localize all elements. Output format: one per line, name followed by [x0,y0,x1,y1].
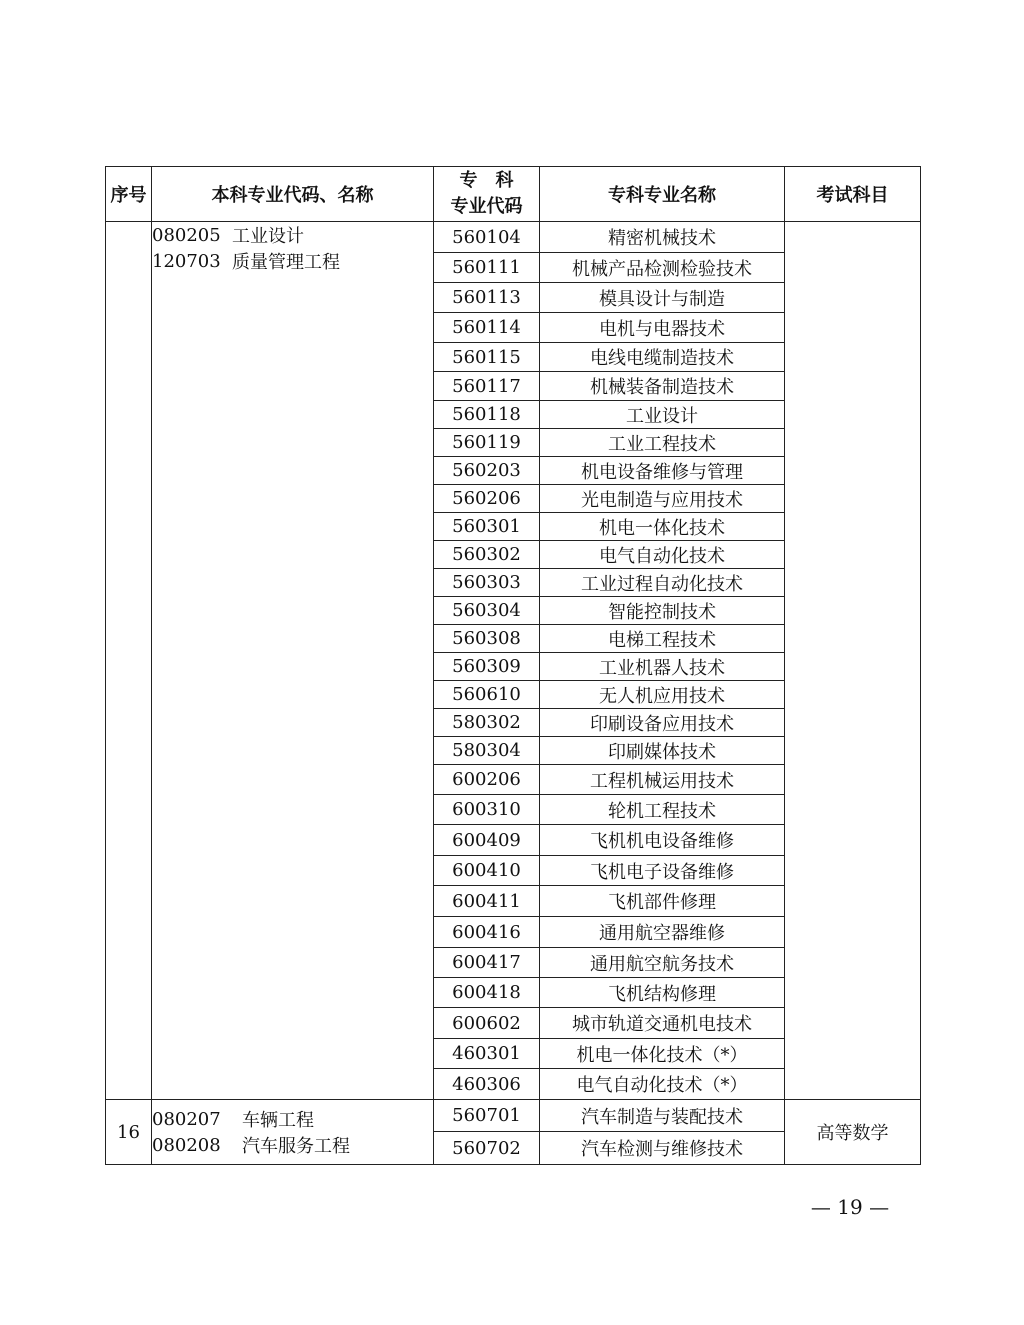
header-index: 序号 [106,167,152,222]
specialty-name: 电梯工程技术 [540,625,785,653]
specialty-name: 机械装备制造技术 [540,372,785,401]
specialty-name: 汽车制造与装配技术 [540,1100,785,1132]
specialty-name: 通用航空航务技术 [540,948,785,978]
specialty-code: 560702 [434,1132,540,1165]
header-code [434,167,540,222]
major-mapping-table [105,166,921,1165]
page-number: — 19 — [810,1195,890,1219]
specialty-name: 汽车检测与维修技术 [540,1132,785,1165]
specialty-code: 600417 [434,948,540,978]
specialty-name: 飞机机电设备维修 [540,825,785,856]
specialty-code: 600418 [434,978,540,1008]
table-body [106,222,921,1165]
specialty-name: 精密机械技术 [540,222,785,253]
undergrad-majors-cell [152,1100,434,1165]
undergrad-code: 080205 [152,224,221,246]
table-row [106,1100,921,1132]
undergrad-name: 工业设计 [232,226,304,247]
header-code-line2: 专业代码 [450,196,523,217]
undergrad-name: 车辆工程 [242,1110,314,1131]
specialty-code: 560111 [434,253,540,283]
specialty-name: 印刷媒体技术 [540,737,785,765]
specialty-name: 印刷设备应用技术 [540,709,785,737]
specialty-code: 560301 [434,513,540,541]
specialty-code: 560117 [434,372,540,401]
header-undergrad: 本科专业代码、名称 [152,167,434,222]
specialty-code: 600310 [434,795,540,825]
specialty-code: 600416 [434,917,540,948]
specialty-name: 工业工程技术 [540,429,785,457]
specialty-code: 560303 [434,569,540,597]
specialty-name: 工业机器人技术 [540,653,785,681]
specialty-code: 560308 [434,625,540,653]
specialty-name: 模具设计与制造 [540,283,785,313]
specialty-code: 560113 [434,283,540,313]
specialty-code: 560104 [434,222,540,253]
specialty-name: 电气自动化技术（*） [540,1069,785,1100]
specialty-code: 560309 [434,653,540,681]
specialty-name: 工业过程自动化技术 [540,569,785,597]
specialty-code: 600206 [434,765,540,795]
header-code-line1: 专 科 [459,170,514,191]
specialty-name: 电机与电器技术 [540,313,785,343]
specialty-code: 560302 [434,541,540,569]
undergrad-code: 080207 [152,1108,221,1130]
header-exam: 考试科目 [785,167,921,222]
specialty-code: 560203 [434,457,540,485]
specialty-name: 飞机电子设备维修 [540,856,785,886]
table-header-row [106,167,921,222]
specialty-name: 飞机结构修理 [540,978,785,1008]
specialty-name: 机电一体化技术（*） [540,1039,785,1069]
specialty-name: 轮机工程技术 [540,795,785,825]
specialty-code: 600409 [434,825,540,856]
undergrad-major [152,222,433,248]
specialty-code: 600410 [434,856,540,886]
specialty-code: 600411 [434,886,540,917]
specialty-code: 460306 [434,1069,540,1100]
specialty-code: 560118 [434,401,540,429]
specialty-code: 560119 [434,429,540,457]
specialty-name: 无人机应用技术 [540,681,785,709]
undergrad-code: 080208 [152,1134,221,1156]
undergrad-code: 120703 [152,250,221,272]
specialty-name: 工程机械运用技术 [540,765,785,795]
row-index [106,222,152,1100]
specialty-name: 飞机部件修理 [540,886,785,917]
undergrad-major [152,1106,433,1132]
undergrad-major [152,248,433,274]
table-row [106,222,921,253]
specialty-code: 600602 [434,1008,540,1039]
undergrad-majors-cell [152,222,434,1100]
specialty-code: 560610 [434,681,540,709]
specialty-name: 电线电缆制造技术 [540,343,785,372]
specialty-name: 电气自动化技术 [540,541,785,569]
row-index: 16 [106,1100,152,1165]
specialty-name: 机械产品检测检验技术 [540,253,785,283]
exam-subject: 高等数学 [785,1100,921,1165]
specialty-name: 机电设备维修与管理 [540,457,785,485]
specialty-name: 工业设计 [540,401,785,429]
specialty-name: 光电制造与应用技术 [540,485,785,513]
exam-subject [785,222,921,1100]
undergrad-name: 汽车服务工程 [242,1136,350,1157]
specialty-name: 智能控制技术 [540,597,785,625]
specialty-name: 城市轨道交通机电技术 [540,1008,785,1039]
header-name: 专科专业名称 [540,167,785,222]
specialty-code: 560115 [434,343,540,372]
specialty-name: 机电一体化技术 [540,513,785,541]
specialty-name: 通用航空器维修 [540,917,785,948]
specialty-code: 580304 [434,737,540,765]
specialty-code: 560304 [434,597,540,625]
undergrad-major [152,1132,433,1158]
specialty-code: 460301 [434,1039,540,1069]
specialty-code: 580302 [434,709,540,737]
specialty-code: 560114 [434,313,540,343]
specialty-code: 560701 [434,1100,540,1132]
undergrad-name: 质量管理工程 [232,252,340,273]
specialty-code: 560206 [434,485,540,513]
